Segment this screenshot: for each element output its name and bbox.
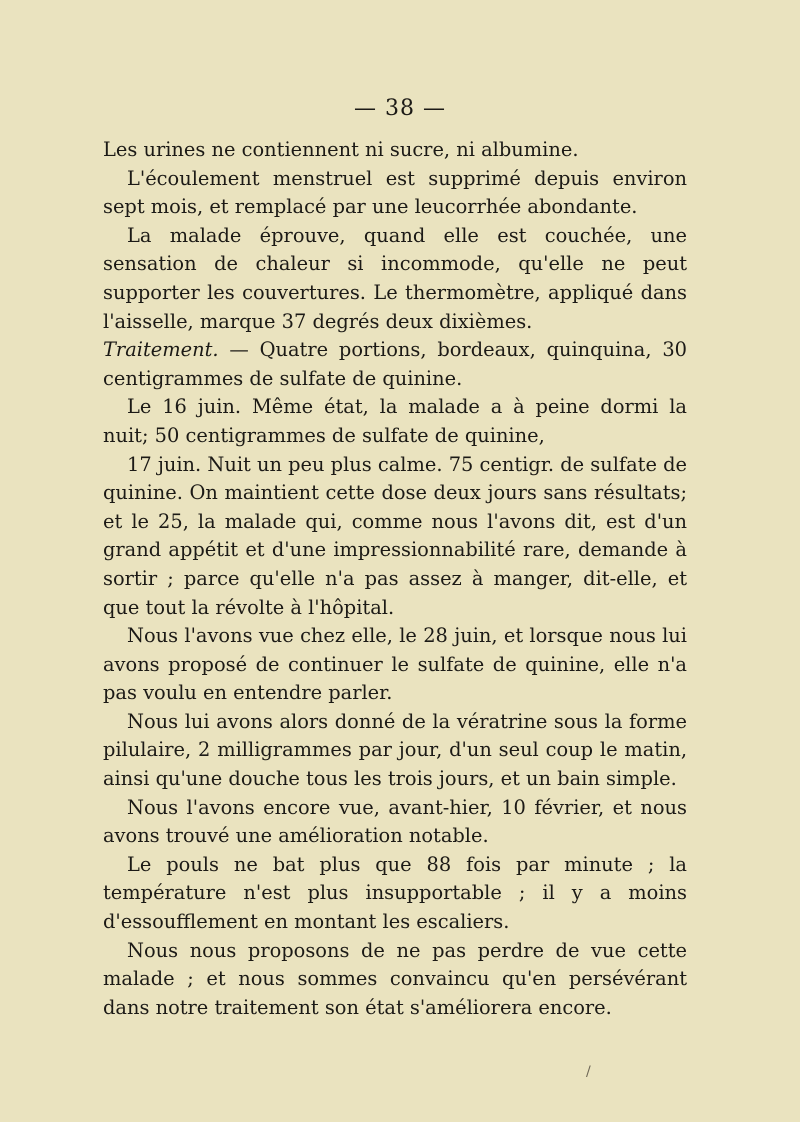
treatment-text: — Quatre portions, bordeaux, quinquina, 30 centigrammes de sulfate de quinine. bbox=[103, 338, 687, 390]
paragraph: Le 16 juin. Même état, la malade a à peine dormi la nuit; 50 centigrammes de sulfate de quinine, bbox=[103, 395, 687, 447]
paragraph: Les urines ne contiennent ni sucre, ni albumine. bbox=[103, 138, 579, 161]
paragraph: L'écoulement menstruel est supprimé depuis environ sept mois, et remplacé par une leucorrhée abondante. bbox=[103, 166, 687, 219]
paragraph-treatment bbox=[103, 336, 687, 393]
paragraph: La malade éprouve, quand elle est couchée, une sensation de chaleur si incommode, qu'elle ne peut supporter les couvertures. Le thermomètre, appliqué dans l'aisselle, marque 37 degrés deux dixièmes. bbox=[103, 223, 687, 333]
page-number: — 38 — bbox=[354, 96, 446, 121]
paragraph: Nous nous proposons de ne pas perdre de vue cette malade ; et nous sommes convaincu qu'en persévérant dans notre traitement son état s'améliorera encore. bbox=[103, 938, 687, 1019]
paragraph: 17 juin. Nuit un peu plus calme. 75 centigr. de sulfate de quinine. On maintient cette dose deux jours sans résultats; et le 25, la malade qui, comme nous l'avons dit, est d'un grand appétit et d'une impressionnabilité rare, demande à sortir ; parce qu'elle n'a pas assez à manger, dit-elle, et que tout la révolte à l'hôpital. bbox=[103, 452, 687, 619]
treatment-heading: Traitement. bbox=[103, 338, 219, 362]
stray-mark: / bbox=[586, 1064, 591, 1080]
paragraph: Nous l'avons encore vue, avant-hier, 10 février, et nous avons trouvé une amélioration notable. bbox=[103, 795, 687, 848]
paragraph: Nous lui avons alors donné de la vératrine sous la forme pilulaire, 2 milligrammes par jour, d'un seul coup le matin, ainsi qu'une douche tous les trois jours, et un bain simple. bbox=[103, 709, 687, 791]
body-text bbox=[103, 136, 687, 1022]
paragraph: Nous l'avons vue chez elle, le 28 juin, et lorsque nous lui avons proposé de continuer le sulfate de quinine, elle n'a pas voulu en entendre parler. bbox=[103, 624, 687, 705]
paragraph: Le pouls ne bat plus que 88 fois par minute ; la température n'est plus insupportable ; il y a moins d'essoufflement en montant les escaliers. bbox=[103, 852, 687, 934]
